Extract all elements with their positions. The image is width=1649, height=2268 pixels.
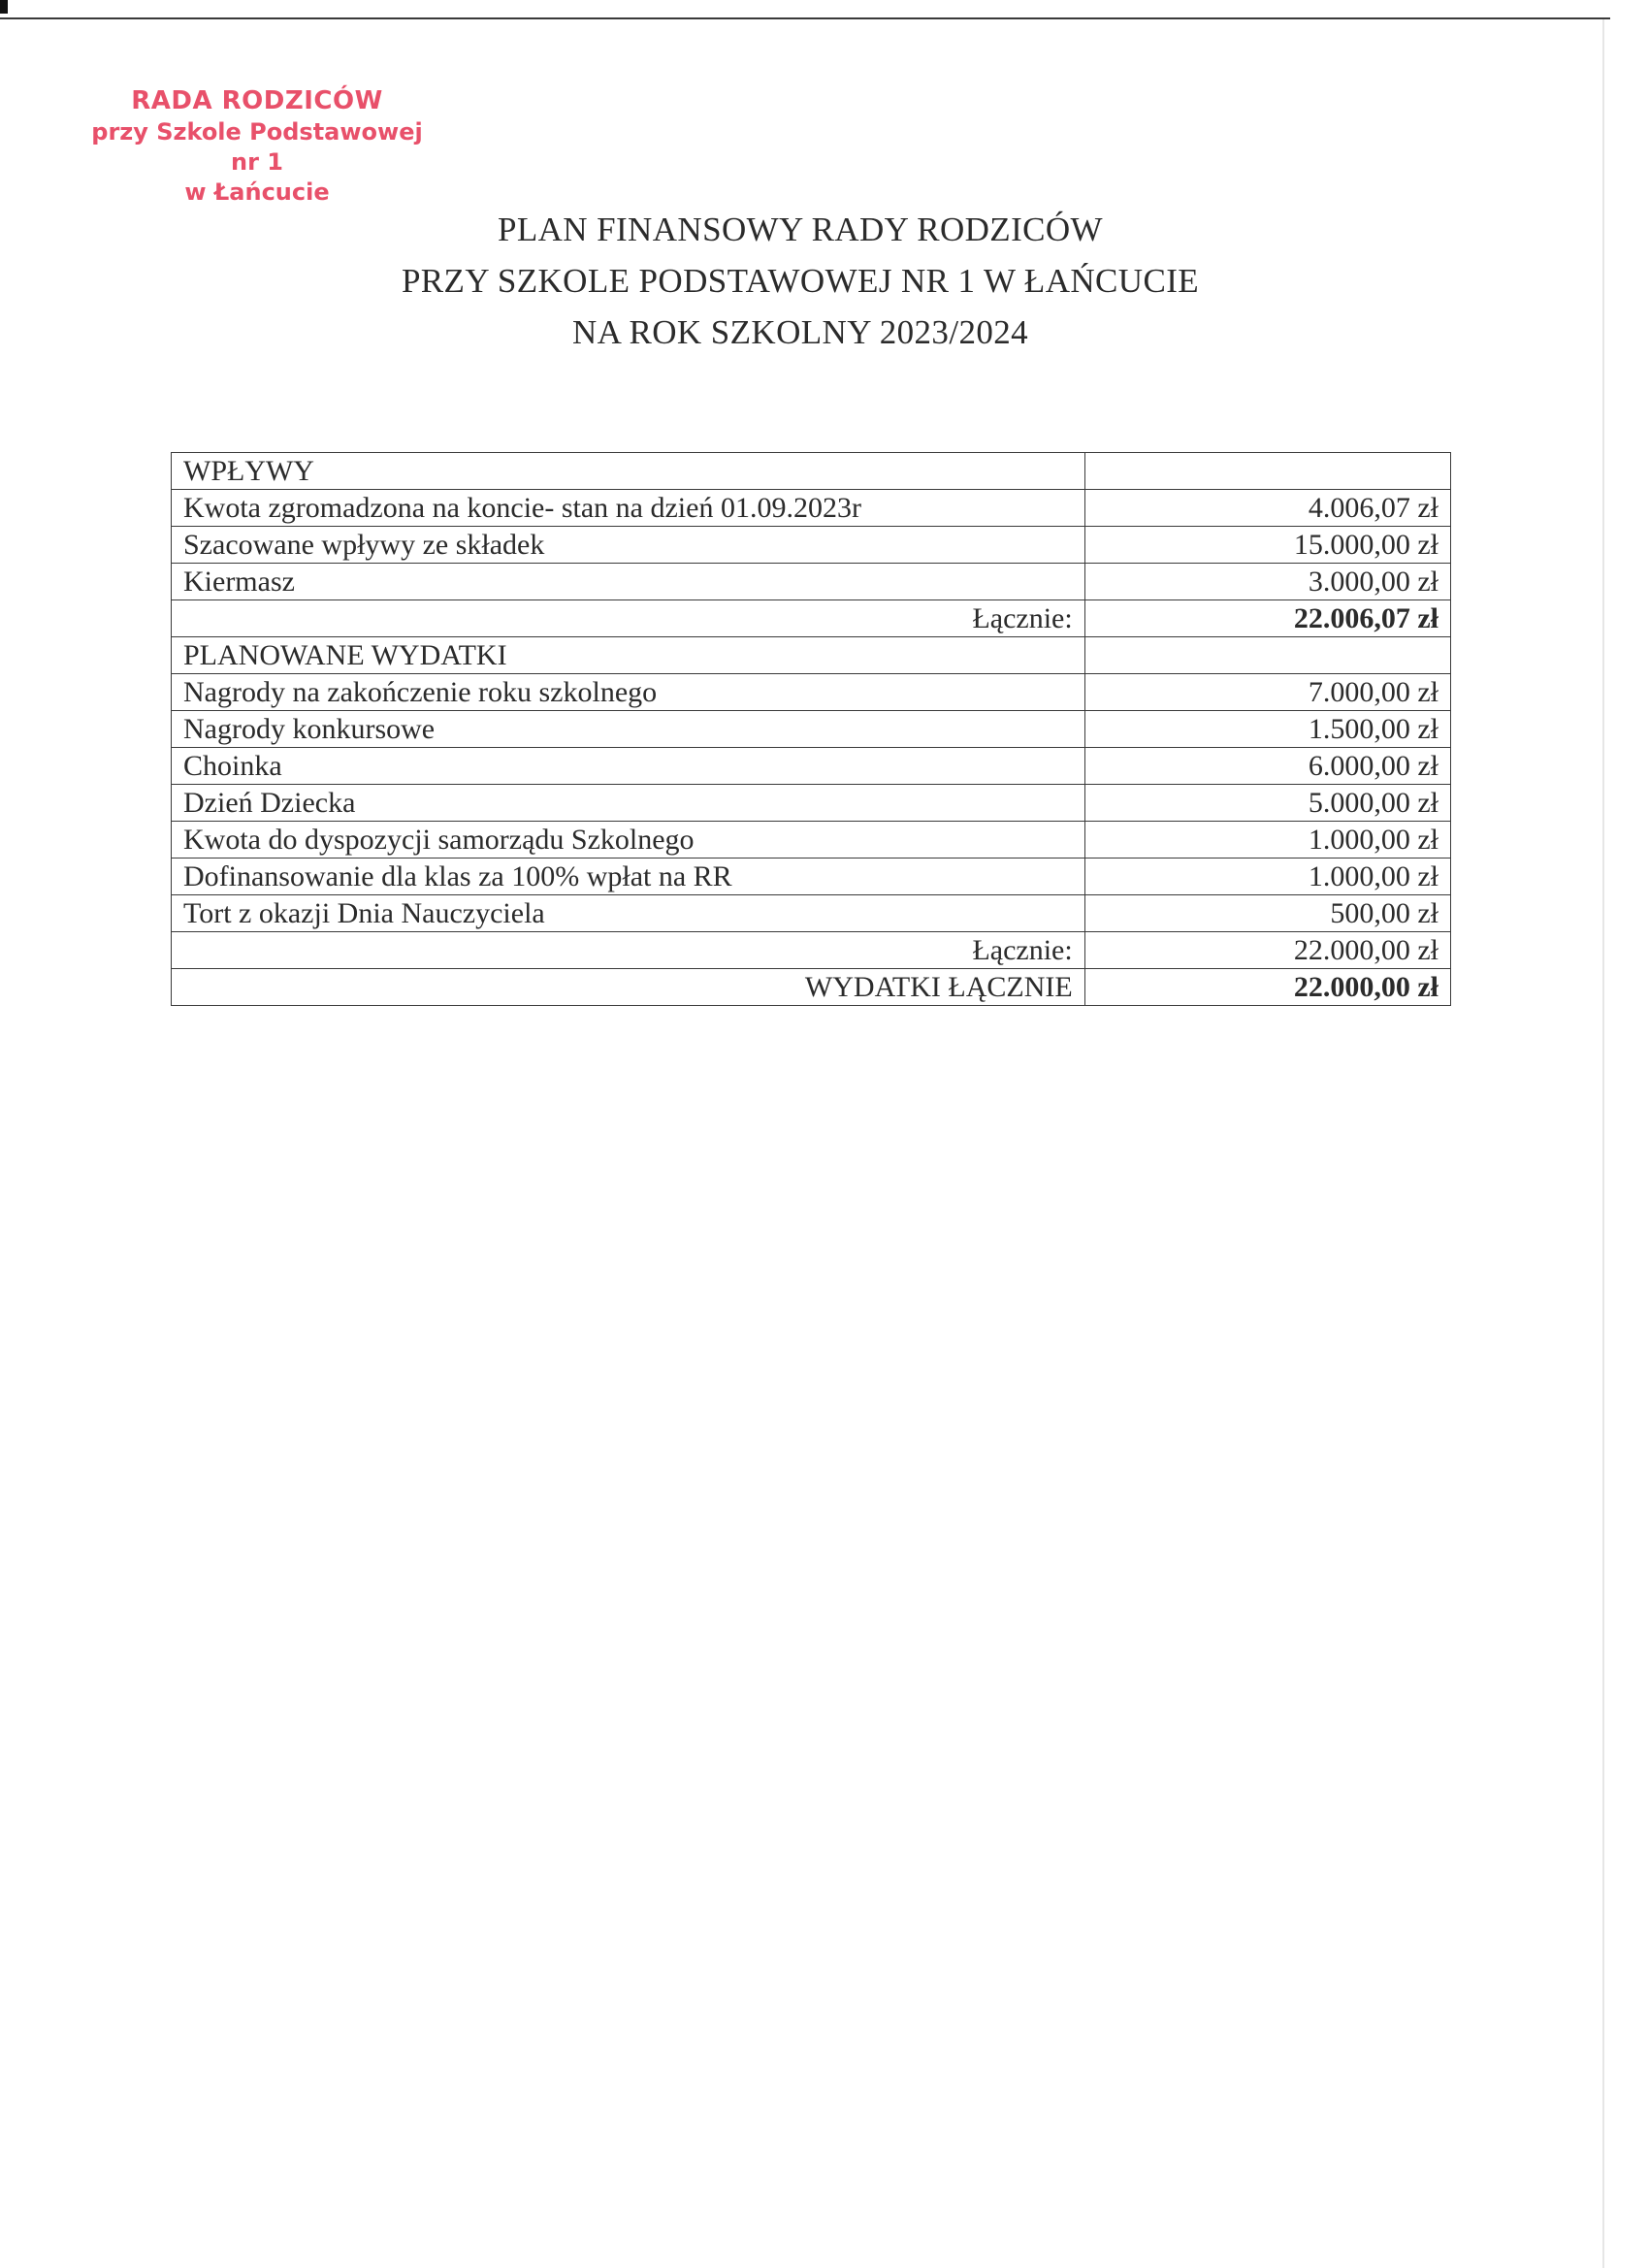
row-amount: 1.000,00 zł xyxy=(1084,822,1450,859)
stamp-line-2: przy Szkole Podstawowej nr 1 xyxy=(91,118,423,176)
row-amount: 5.000,00 zł xyxy=(1084,785,1450,822)
table-row xyxy=(172,859,1451,895)
row-amount: 3.000,00 zł xyxy=(1084,564,1450,600)
expenses-header: PLANOWANE WYDATKI xyxy=(172,637,1085,674)
stamp-line-1: RADA RODZICÓW xyxy=(131,86,383,115)
expenses-total-amount: 22.000,00 zł xyxy=(1084,932,1450,969)
row-label: Tort z okazji Dnia Nauczyciela xyxy=(172,895,1085,932)
row-amount: 7.000,00 zł xyxy=(1084,674,1450,711)
income-total-row xyxy=(172,600,1451,637)
income-header-empty-cell xyxy=(1084,453,1450,490)
row-label: Szacowane wpływy ze składek xyxy=(172,527,1085,564)
income-total-amount: 22.006,07 zł xyxy=(1084,600,1450,637)
row-amount: 4.006,07 zł xyxy=(1084,490,1450,527)
table-row xyxy=(172,822,1451,859)
financial-plan-table xyxy=(171,452,1451,1006)
title-line-2: PRZY SZKOLE PODSTAWOWEJ NR 1 W ŁAŃCUCIE xyxy=(401,262,1200,300)
stamp-line-3: w Łańcucie xyxy=(184,178,330,206)
grand-total-row xyxy=(172,969,1451,1006)
expenses-total-label: Łącznie: xyxy=(172,932,1085,969)
grand-total-label: WYDATKI ŁĄCZNIE xyxy=(172,969,1085,1006)
scan-artifact xyxy=(0,0,8,14)
table-row xyxy=(172,785,1451,822)
income-total-label: Łącznie: xyxy=(172,600,1085,637)
table-row xyxy=(172,490,1451,527)
row-amount: 500,00 zł xyxy=(1084,895,1450,932)
row-label: Dofinansowanie dla klas za 100% wpłat na RR xyxy=(172,859,1085,895)
document-title xyxy=(0,204,1600,358)
title-line-1: PLAN FINANSOWY RADY RODZICÓW xyxy=(497,211,1103,248)
row-label: Choinka xyxy=(172,748,1085,785)
table-row xyxy=(172,895,1451,932)
row-amount: 1.500,00 zł xyxy=(1084,711,1450,748)
expenses-total-row xyxy=(172,932,1451,969)
row-amount: 6.000,00 zł xyxy=(1084,748,1450,785)
title-line-3: NA ROK SZKOLNY 2023/2024 xyxy=(571,313,1029,351)
table-row xyxy=(172,711,1451,748)
row-label: Kwota do dyspozycji samorządu Szkolnego xyxy=(172,822,1085,859)
table-row xyxy=(172,564,1451,600)
table-row xyxy=(172,527,1451,564)
row-label: Kwota zgromadzona na koncie- stan na dzień 01.09.2023r xyxy=(172,490,1085,527)
income-header: WPŁYWY xyxy=(172,453,1085,490)
expenses-header-empty-cell xyxy=(1084,637,1450,674)
row-label: Dzień Dziecka xyxy=(172,785,1085,822)
expenses-header-row xyxy=(172,637,1451,674)
scan-edge-line xyxy=(0,17,1610,19)
row-label: Kiermasz xyxy=(172,564,1085,600)
grand-total-amount: 22.000,00 zł xyxy=(1084,969,1450,1006)
stamp xyxy=(78,85,436,207)
table-row xyxy=(172,748,1451,785)
row-label: Nagrody na zakończenie roku szkolnego xyxy=(172,674,1085,711)
row-amount: 15.000,00 zł xyxy=(1084,527,1450,564)
row-label: Nagrody konkursowe xyxy=(172,711,1085,748)
income-header-row xyxy=(172,453,1451,490)
table-row xyxy=(172,674,1451,711)
scan-edge-shadow xyxy=(1602,19,1604,2268)
row-amount: 1.000,00 zł xyxy=(1084,859,1450,895)
